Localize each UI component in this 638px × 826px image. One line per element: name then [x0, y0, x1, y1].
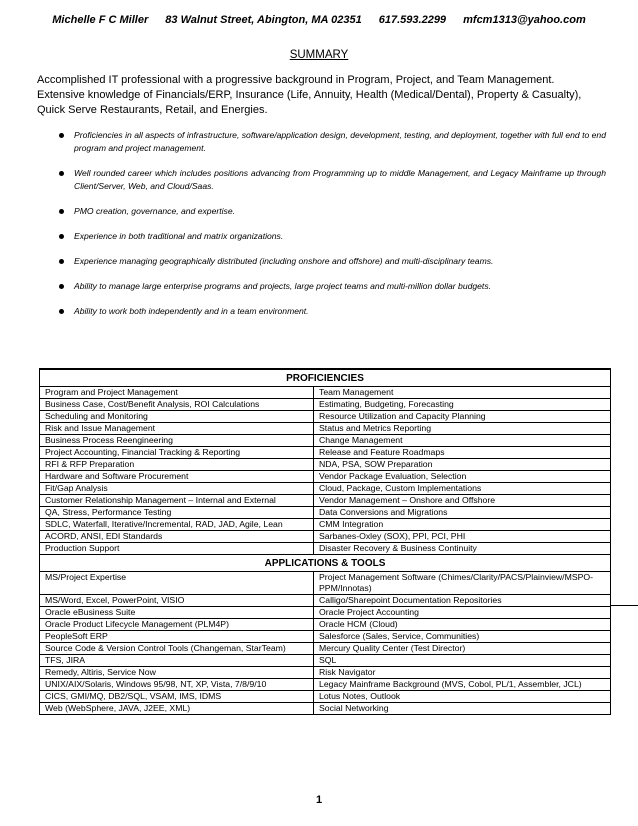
- skill-cell-left: UNIX/AIX/Solaris, Windows 95/98, NT, XP, Vista, 7/8/9/10: [40, 679, 314, 691]
- skill-cell-right: Salesforce (Sales, Service, Communities): [314, 631, 611, 643]
- skill-cell-right: Disaster Recovery & Business Continuity: [314, 543, 611, 555]
- table-row: [40, 607, 611, 619]
- skill-cell-left: Project Accounting, Financial Tracking & Reporting: [40, 447, 314, 459]
- skill-cell-right: Lotus Notes, Outlook: [314, 691, 611, 703]
- bullet-item: Proficiencies in all aspects of infrastructure, software/application design, development, testing, and deployment, together with full end to end program and project management.: [40, 129, 606, 155]
- table-row: [40, 543, 611, 555]
- skill-cell-right: Risk Navigator: [314, 667, 611, 679]
- section-heading: PROFICIENCIES: [40, 369, 611, 387]
- table-row: [40, 679, 611, 691]
- summary-title: SUMMARY: [289, 49, 349, 61]
- skill-cell-right: Resource Utilization and Capacity Planning: [314, 411, 611, 423]
- skill-cell-left: QA, Stress, Performance Testing: [40, 507, 314, 519]
- skill-cell-right: Estimating, Budgeting, Forecasting: [314, 399, 611, 411]
- skill-cell-left: PeopleSoft ERP: [40, 631, 314, 643]
- table-row: [40, 655, 611, 667]
- bullet-icon: [59, 284, 64, 289]
- table-row: [40, 519, 611, 531]
- table-row: [40, 471, 611, 483]
- skill-cell-right: Status and Metrics Reporting: [314, 423, 611, 435]
- skill-cell-left: Remedy, Altiris, Service Now: [40, 667, 314, 679]
- summary-bullets: [40, 129, 606, 330]
- skill-cell-left: RFI & RFP Preparation: [40, 459, 314, 471]
- skill-cell-right: Vendor Package Evaluation, Selection: [314, 471, 611, 483]
- bullet-icon: [59, 171, 64, 176]
- bullet-icon: [59, 133, 64, 138]
- skill-cell-left: Customer Relationship Management – Internal and External: [40, 495, 314, 507]
- skill-cell-right: NDA, PSA, SOW Preparation: [314, 459, 611, 471]
- skill-cell-right: Team Management: [314, 387, 611, 399]
- skill-cell-left: Program and Project Management: [40, 387, 314, 399]
- skills-table: [39, 368, 611, 715]
- bullet-item: Experience in both traditional and matrix organizations.: [40, 230, 606, 243]
- table-row: [40, 691, 611, 703]
- section-heading: APPLICATIONS & TOOLS: [40, 555, 611, 572]
- bullet-icon: [59, 209, 64, 214]
- bullet-item: Ability to manage large enterprise programs and projects, large project teams and multi-million dollar budgets.: [40, 280, 606, 293]
- address: 83 Walnut Street, Abington, MA 02351: [165, 14, 362, 26]
- skill-cell-right: Mercury Quality Center (Test Director): [314, 643, 611, 655]
- skill-cell-left: Business Process Reengineering: [40, 435, 314, 447]
- skill-cell-right: CMM Integration: [314, 519, 611, 531]
- skills-table-wrapper: [39, 368, 611, 715]
- skill-cell-left: Fit/Gap Analysis: [40, 483, 314, 495]
- bullet-icon: [59, 259, 64, 264]
- table-row: [40, 399, 611, 411]
- table-row: [40, 459, 611, 471]
- skill-cell-left: MS/Project Expertise: [40, 572, 314, 595]
- skill-cell-right: Sarbanes-Oxley (SOX), PPI, PCI, PHI: [314, 531, 611, 543]
- email[interactable]: mfcm1313@yahoo.com: [463, 14, 586, 26]
- table-row: [40, 423, 611, 435]
- skill-cell-right: Legacy Mainframe Background (MVS, Cobol, PL/1, Assembler, JCL): [314, 679, 611, 691]
- skill-cell-left: Source Code & Version Control Tools (Changeman, StarTeam): [40, 643, 314, 655]
- bullet-icon: [59, 309, 64, 314]
- bullet-icon: [59, 234, 64, 239]
- skill-cell-left: Web (WebSphere, JAVA, J2EE, XML): [40, 703, 314, 715]
- skill-cell-left: TFS, JIRA: [40, 655, 314, 667]
- skill-cell-right: Project Management Software (Chimes/Clarity/PACS/Plainview/MSPO-PPM/Innotas): [314, 572, 611, 595]
- table-row: [40, 631, 611, 643]
- table-row: [40, 447, 611, 459]
- phone: 617.593.2299: [378, 14, 447, 26]
- skill-cell-left: ACORD, ANSI, EDI Standards: [40, 531, 314, 543]
- bullet-item: Well rounded career which includes positions advancing from Programming up to middle Management, and Legacy Mainframe up through Client/Server, Web, and Cloud/Saas.: [40, 167, 606, 193]
- contact-header: [0, 14, 638, 26]
- table-row: [40, 531, 611, 543]
- candidate-name: Michelle F C Miller: [52, 14, 149, 26]
- skill-cell-right: Change Management: [314, 435, 611, 447]
- skill-cell-left: CICS, GMI/MQ, DB2/SQL, VSAM, IMS, IDMS: [40, 691, 314, 703]
- table-row: [40, 495, 611, 507]
- table-row: [40, 667, 611, 679]
- skill-cell-left: Oracle eBusiness Suite: [40, 607, 314, 619]
- skill-cell-right: Social Networking: [314, 703, 611, 715]
- table-row: [40, 595, 611, 607]
- skill-cell-right: SQL: [314, 655, 611, 667]
- table-row: [40, 411, 611, 423]
- skill-cell-right: Data Conversions and Migrations: [314, 507, 611, 519]
- table-row: [40, 619, 611, 631]
- table-row: [40, 703, 611, 715]
- bullet-item: PMO creation, governance, and expertise.: [40, 205, 606, 218]
- skill-cell-left: Production Support: [40, 543, 314, 555]
- table-row: [40, 435, 611, 447]
- bullet-item: Ability to work both independently and in a team environment.: [40, 305, 606, 318]
- table-row: [40, 387, 611, 399]
- skill-cell-right: Release and Feature Roadmaps: [314, 447, 611, 459]
- skill-cell-right: Oracle HCM (Cloud): [314, 619, 611, 631]
- skill-cell-right: Oracle Project Accounting: [314, 607, 611, 619]
- skill-cell-left: SDLC, Waterfall, Iterative/Incremental, RAD, JAD, Agile, Lean: [40, 519, 314, 531]
- page-number: 1: [315, 794, 323, 806]
- table-row: [40, 507, 611, 519]
- divider-line: [611, 605, 638, 606]
- skill-cell-left: Business Case, Cost/Benefit Analysis, ROI Calculations: [40, 399, 314, 411]
- skill-cell-left: MS/Word, Excel, PowerPoint, VISIO: [40, 595, 314, 607]
- table-row: [40, 483, 611, 495]
- skill-cell-right: Calligo/Sharepoint Documentation Repositories: [314, 595, 611, 607]
- table-row: [40, 643, 611, 655]
- skill-cell-right: Cloud, Package, Custom Implementations: [314, 483, 611, 495]
- table-row: [40, 572, 611, 595]
- skill-cell-left: Scheduling and Monitoring: [40, 411, 314, 423]
- skill-cell-right: Vendor Management – Onshore and Offshore: [314, 495, 611, 507]
- skill-cell-left: Oracle Product Lifecycle Management (PLM4P): [40, 619, 314, 631]
- skill-cell-left: Hardware and Software Procurement: [40, 471, 314, 483]
- summary-intro: Accomplished IT professional with a progressive background in Program, Project, and Team Management. Extensive knowledge of Financials/ERP, Insurance (Life, Annuity, Health (Medical/Dental), Property & Casualty), Quick Serve Restaurants, Retail, and Energies.: [37, 74, 582, 116]
- bullet-item: Experience managing geographically distributed (including onshore and offshore) and multi-disciplinary teams.: [40, 255, 606, 268]
- skill-cell-left: Risk and Issue Management: [40, 423, 314, 435]
